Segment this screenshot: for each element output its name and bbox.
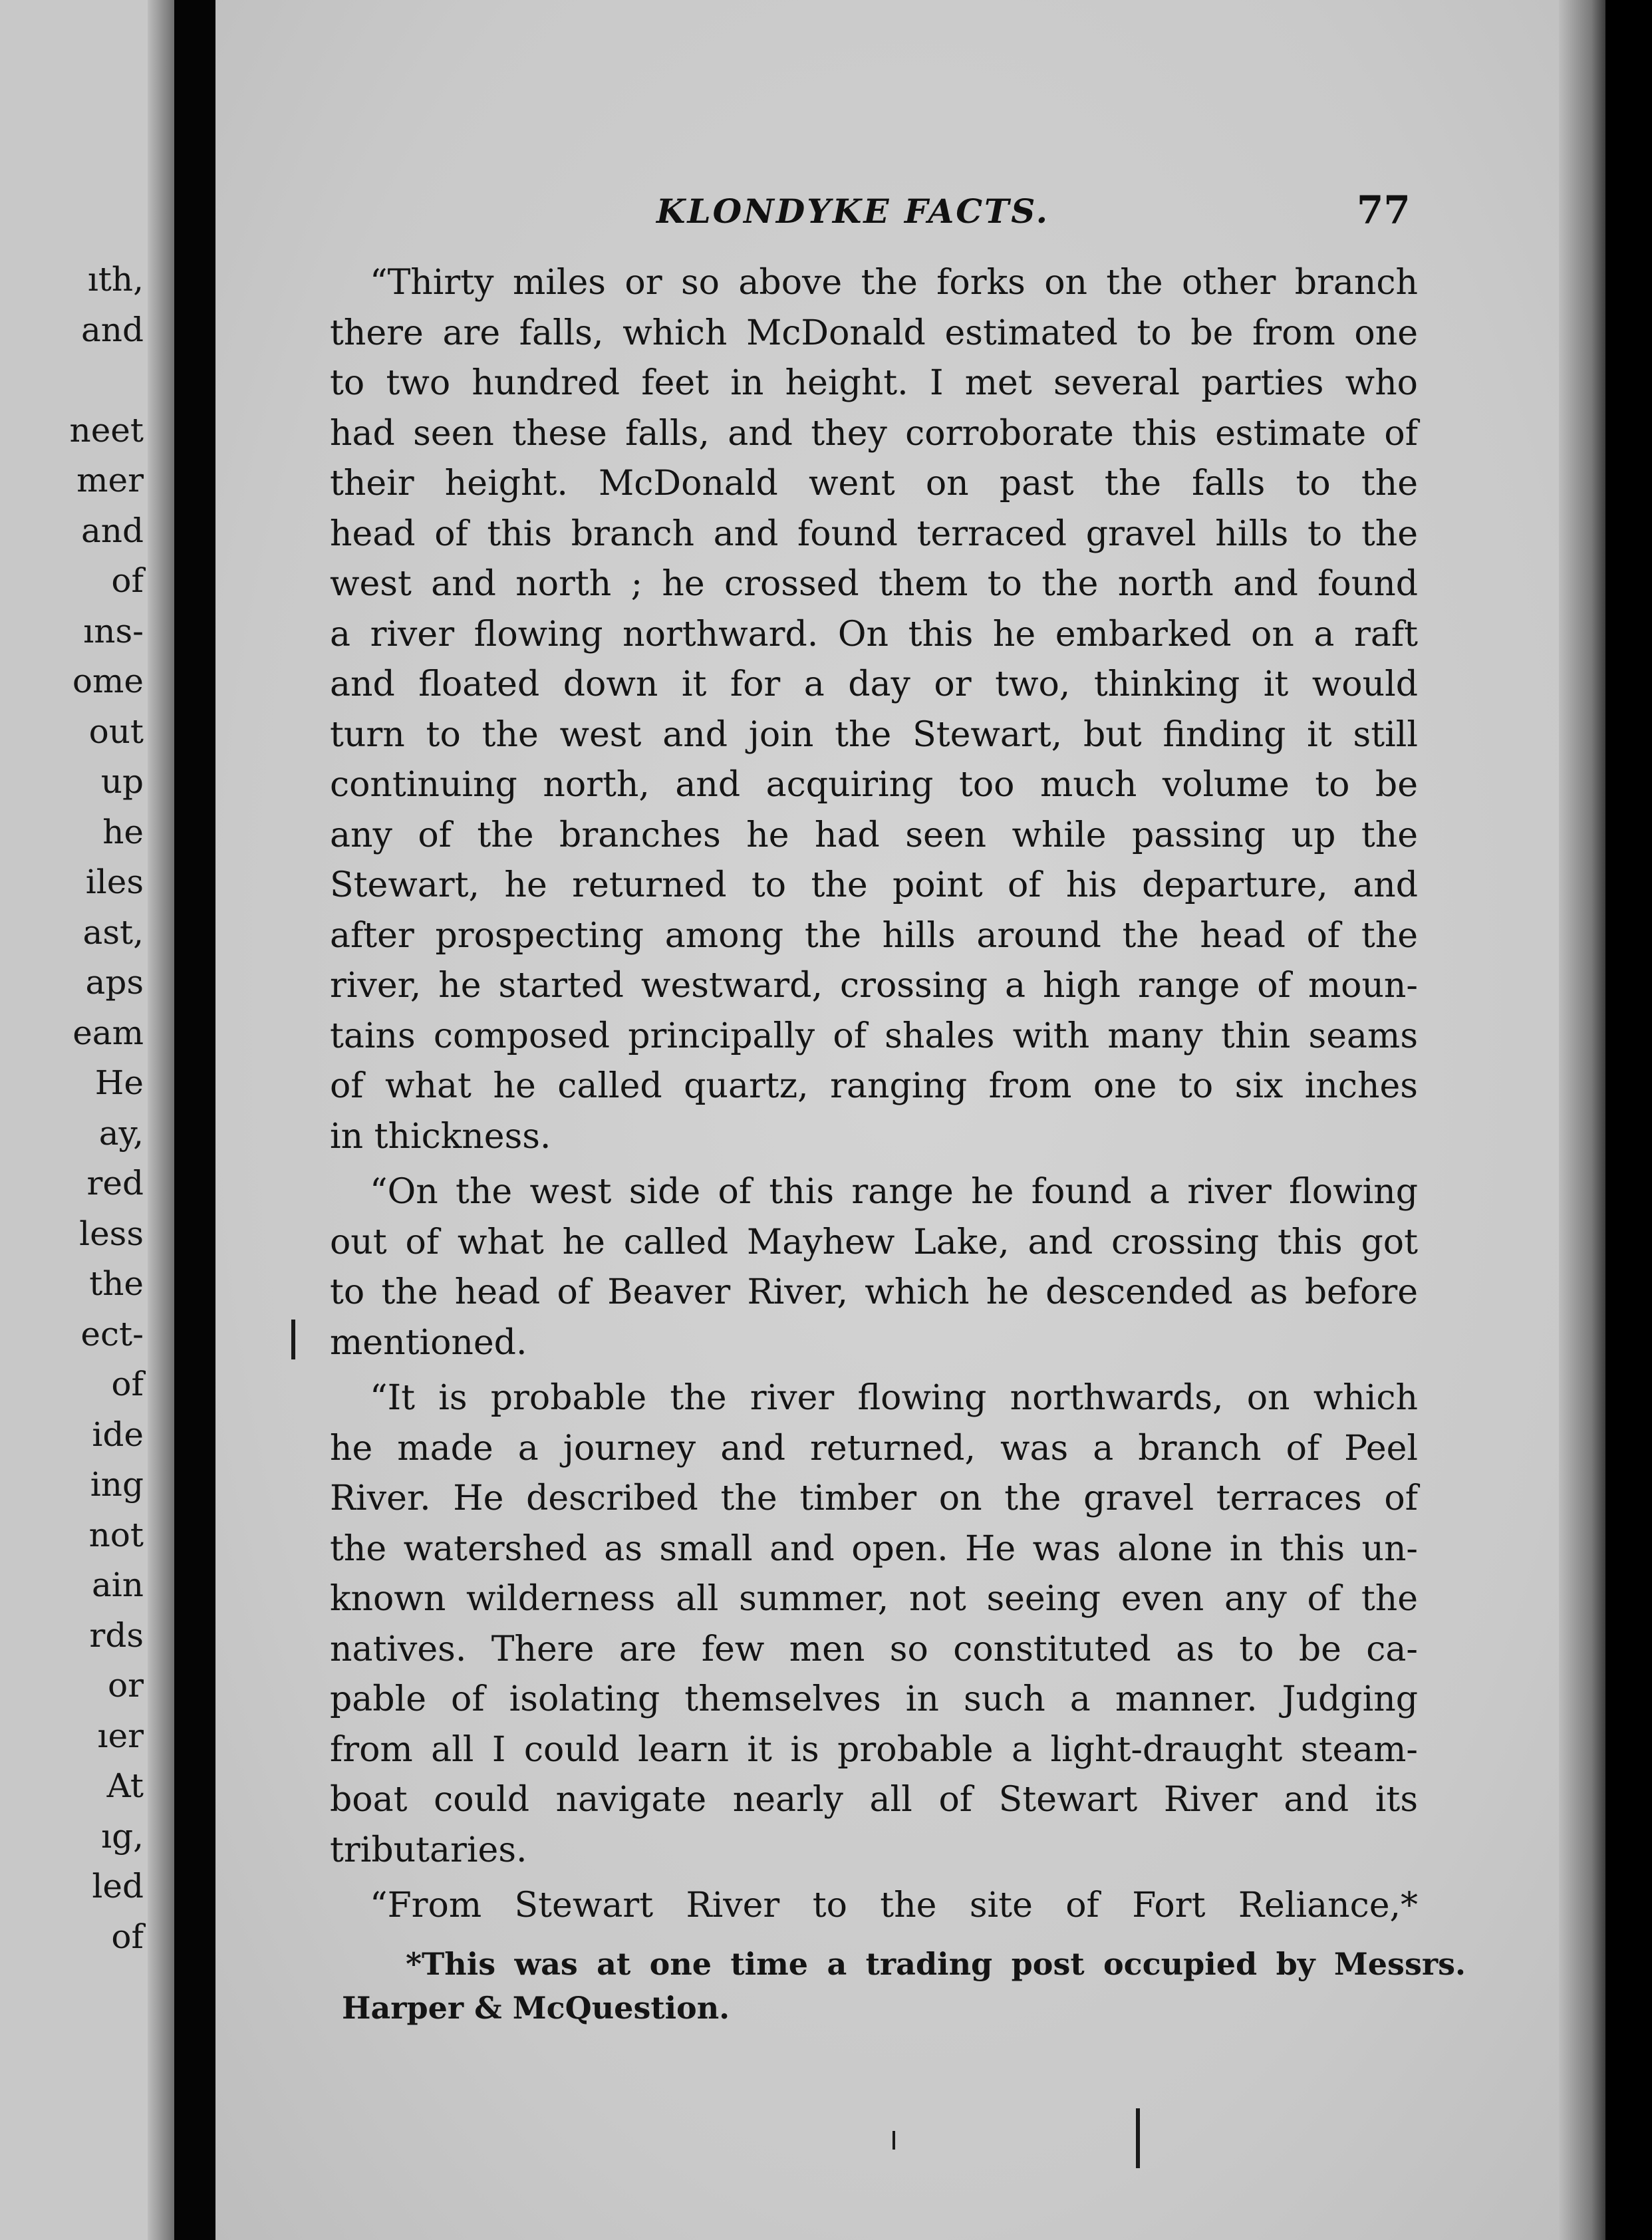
body-text	[330, 258, 1418, 1931]
text-line: in thickness.	[330, 1116, 551, 1157]
text-line: he made a journey and returned, was a branch of Peel	[330, 1428, 1418, 1469]
fragment: ast,	[82, 912, 144, 952]
text-line: boat could navigate nearly all of Stewart River and its	[330, 1780, 1418, 1820]
fragment: ay,	[98, 1113, 144, 1153]
fragment: He	[94, 1063, 144, 1102]
fragment: ing	[90, 1465, 144, 1504]
text-line: “Thirty miles or so above the forks on the other branch	[370, 263, 1418, 303]
text-line: a river flowing northward. On this he embarked on a raft	[330, 614, 1418, 654]
text-line: known wilderness all summer, not seeing even any of the	[330, 1579, 1418, 1619]
print-speck	[291, 1320, 295, 1359]
text-line: “It is probable the river flowing northwards, on which	[370, 1378, 1418, 1418]
text-line: and floated down it for a day or two, thinking it would	[330, 664, 1418, 704]
fragment: or	[107, 1666, 144, 1705]
fragment: the	[89, 1264, 144, 1303]
fragment: ıth,	[87, 260, 144, 299]
previous-page-text-fragments	[70, 255, 144, 1962]
paragraph	[330, 1167, 1418, 1368]
text-line: tributaries.	[330, 1830, 527, 1870]
fragment: neet	[69, 410, 144, 450]
running-title: KLONDYKE FACTS.	[656, 192, 1049, 231]
text-line: had seen these falls, and they corroborate this estimate of	[330, 413, 1418, 454]
text-line: any of the branches he had seen while passing up the	[330, 815, 1418, 855]
fragment	[70, 355, 144, 406]
page-fold-shadow	[148, 0, 174, 2240]
fragment: ome	[72, 662, 144, 700]
text-line: out of what he called Mayhew Lake, and crossing this got	[330, 1222, 1418, 1262]
text-line: natives. There are few men so constituted as to be ca-	[330, 1629, 1418, 1669]
text-line: of what he called quartz, ranging from one to six inches	[330, 1066, 1418, 1106]
paragraph	[330, 258, 1418, 1162]
fragment: mer	[76, 461, 144, 499]
book-page	[215, 0, 1605, 2240]
fragment: eam	[72, 1013, 144, 1052]
text-line: head of this branch and found terraced gravel hills to the	[330, 513, 1418, 554]
text-line: to two hundred feet in height. I met several parties who	[330, 363, 1418, 403]
fragment: ıer	[97, 1716, 144, 1755]
text-line: from all I could learn it is probable a light-draught steam-	[330, 1729, 1418, 1770]
footnote-line: Harper & McQuestion.	[342, 1990, 730, 2026]
text-line: River. He described the timber on the gravel terraces of	[330, 1478, 1418, 1518]
page-number: 77	[1357, 188, 1411, 233]
fragment: ıns-	[83, 611, 144, 650]
text-line: mentioned.	[330, 1322, 527, 1363]
print-speck	[893, 2131, 895, 2150]
text-line: turn to the west and join the Stewart, but finding it still	[330, 714, 1418, 755]
text-line: “On the west side of this range he found a river flowing	[370, 1172, 1418, 1212]
fragment: of	[111, 1917, 144, 1956]
text-line: river, he started westward, crossing a high range of moun-	[330, 966, 1418, 1006]
text-line: to the head of Beaver River, which he descended as before	[330, 1272, 1418, 1312]
fragment: At	[106, 1766, 144, 1805]
fragment: up	[100, 762, 144, 801]
text-line: the watershed as small and open. He was alone in this un-	[330, 1528, 1418, 1569]
text-line: west and north ; he crossed them to the north and found	[330, 564, 1418, 604]
fragment: not	[88, 1515, 144, 1554]
fragment: of	[111, 561, 144, 600]
fragment: ide	[92, 1415, 144, 1454]
fragment: led	[92, 1867, 144, 1905]
fragment: red	[86, 1164, 144, 1202]
print-speck	[1136, 2108, 1140, 2168]
fragment: rds	[89, 1615, 144, 1655]
fragment: and	[80, 511, 144, 550]
fragment: out	[88, 712, 144, 751]
fragment: ıg,	[101, 1816, 144, 1856]
text-line: there are falls, which McDonald estimated to be from one	[330, 313, 1418, 353]
page-edge-shadow	[1559, 0, 1605, 2240]
page-header	[215, 188, 1413, 238]
fragment: he	[102, 812, 144, 851]
text-line: continuing north, and acquiring too much volume to be	[330, 765, 1418, 805]
paragraph	[330, 1373, 1418, 1876]
fragment: ain	[91, 1566, 144, 1604]
text-line: pable of isolating themselves in such a manner. Judging	[330, 1679, 1418, 1719]
fragment: ect-	[80, 1314, 144, 1353]
fragment: aps	[85, 963, 144, 1002]
footnote	[342, 1942, 1466, 2030]
previous-page-edge	[0, 0, 174, 2240]
text-line: “From Stewart River to the site of Fort Reliance,*	[370, 1886, 1418, 1925]
book-gutter	[174, 0, 215, 2240]
paragraph	[330, 1881, 1418, 1931]
text-line: their height. McDonald went on past the falls to the	[330, 464, 1418, 503]
fragment: iles	[85, 863, 144, 901]
text-line: Stewart, he returned to the point of his departure, and	[330, 865, 1418, 905]
footnote-line: *This was at one time a trading post occupied by Messrs.	[406, 1946, 1466, 1982]
fragment: of	[111, 1365, 144, 1403]
text-line: tains composed principally of shales with many thin seams	[330, 1016, 1418, 1056]
fragment: less	[79, 1214, 144, 1253]
fragment: and	[80, 310, 144, 349]
text-line: after prospecting among the hills around the head of the	[330, 915, 1418, 956]
